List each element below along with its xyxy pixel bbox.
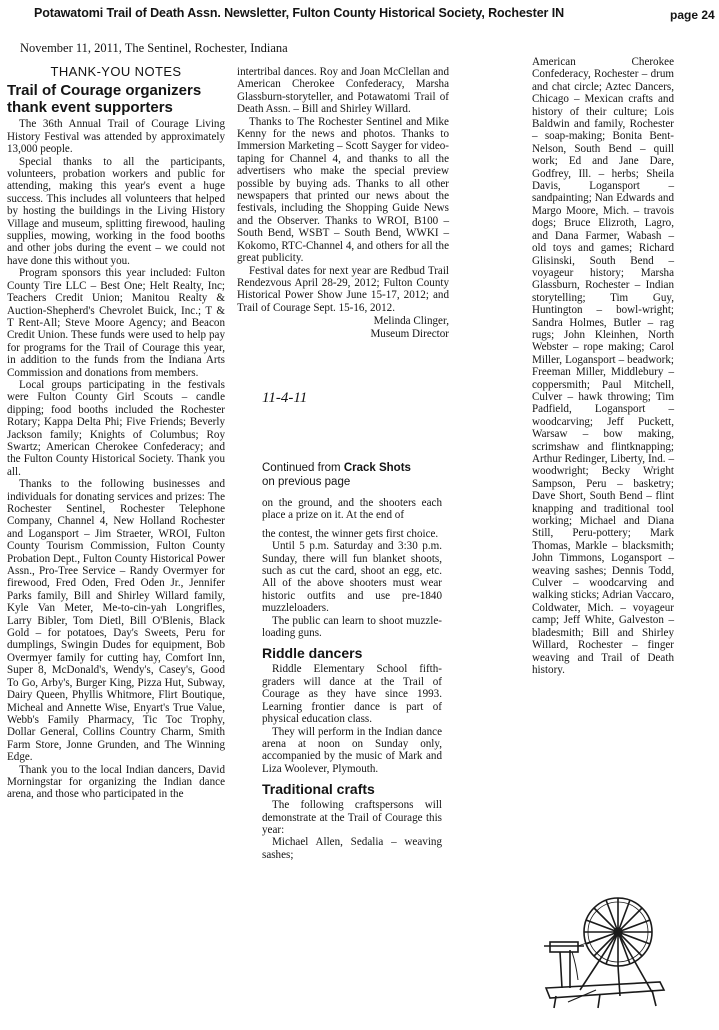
traditional-crafts-heading: Traditional crafts xyxy=(262,781,375,798)
continued-source: Crack Shots xyxy=(343,462,411,474)
crafts-list: American Cherokee Confederacy, Rochester – drum and chat circle; Aztec Dancers, Chicago – Mexican crafts and history of their culture; Lois Baldwin and family, Rochester – soap-making; Bonita Bent-Nelson, South Bend – quill work; Ed and Jane Dare, Godfrey, Ill. – herbs; Sheila Davis, Logansport – sandpainting; Nan Edwards and Margo Moore, Mich. – travois dogs; Bruce Elizroth, Lagro, and Dana Farmer, Wabash – old toys and games; Richard Glisinski, South Bend – voyageur history; Marsha Glassburn, Rochester – Indian storytelling; Tim Guy, Huntington – bowl-wright; Sandra Holmes, Butler – rag rugs; John Kleinhen, North Webster – rope making; Carol Miller, Logansport – beadwork; Freeman Miller, Middlebury – coppersmith; Paul Mitchell, Culver – hawk throwing; Tim Padfield, Logansport – woodcarving; Jeff Puckett, Warsaw – bow making, scrimshaw and flintknapping; Arthur Redinger, Liberty, Ind. – woodwright; Becky Wright Sampson, Peru – basketry; Dave Short, South Bend – flint knapping and traditional tool working; Michael and Diana Still, Peru-pottery; Mark Thomas, Markle – blacksmith; John Timmons, Logansport – weaving sashes; Dennis Todd, Culver – woodcarving and walking sticks; Adrian Vaccaro, Coldwater, Mich. – voyageur camp; Jeff White, Galveston – bladesmith; Bill and Shirley Willard, Rochester – finger weaving and Trail of Death history. xyxy=(532,56,674,676)
article-paragraph: Local groups participating in the festivals were Fulton County Girl Scouts – candle dipping; food booths included the Rochester Rotary; Kappa Delta Phi; Five Friends; Beverly Jackson family; Knights of Columbus; Roy Swartz; American Cherokee Confederacy; and the Fulton County Historical Society. Thank you all. xyxy=(7,378,225,478)
continued-prefix: Continued from xyxy=(262,462,341,474)
crafts-paragraph: The following craftspersons will demonstrate at the Trail of Courage this year: xyxy=(262,799,442,836)
article-paragraph: Thank you to the local Indian dancers, David Morningstar for organizing the Indian dance arena, and those who participated in the xyxy=(7,763,225,801)
signer-title: Museum Director xyxy=(370,327,449,340)
article-paragraph: Thanks to The Rochester Sentinel and Mike Kenny for the news and photos. Thanks to Immersion Marketing – Scott Sayger for video-taping for Channel 4, and thanks to all the advertisers who make the special preview possible by buying ads. Thanks to all other newspapers that printed our news about the festivals, including the Shopping Guide News and the Observer. Thanks to WROI, B100 – South Bend, WSBT – South Bend, WWKI – Kokomo, RTC-Channel 4, and others for all the great publicity. xyxy=(237,115,449,265)
article-paragraph: The 36th Annual Trail of Courage Living History Festival was attended by approximately 13,000 people. xyxy=(7,118,225,156)
article-column-2 xyxy=(237,66,449,340)
page-number: page 24 xyxy=(670,8,715,22)
crafts-paragraph: Michael Allen, Sedalia – weaving sashes; xyxy=(262,836,442,861)
handwritten-date: 11-4-11 xyxy=(262,390,308,406)
dateline: November 11, 2011, The Sentinel, Rochester, Indiana xyxy=(20,41,288,55)
newsletter-title: Potawatomi Trail of Death Assn. Newsletter, Fulton County Historical Society, Rochester IN xyxy=(34,6,564,20)
riddle-dancers-heading: Riddle dancers xyxy=(262,645,363,662)
section-title: THANK-YOU NOTES xyxy=(50,64,182,79)
continued-note xyxy=(262,461,442,489)
article-paragraph: Program sponsors this year included: Fulton County Tire LLC – Best One; Helt Realty, Inc; Teachers Credit Union; Manitou Realty & Auction-Shepherd's Chevrolet Buick, Inc.; T & T Rent-All; Steve Moore Agency; and Beacon Credit Union. These funds were used to help pay for programs for the Trail of Courage this year, in addition to the funds from the Indiana Arts Commission and donations from members. xyxy=(7,267,225,379)
crackshots-paragraph: The public can learn to shoot muzzle-loading guns. xyxy=(262,614,442,640)
page-header xyxy=(0,6,719,22)
article-paragraph: Festival dates for next year are Redbud Trail Rendezvous April 28-29, 2012; Fulton County Historical Power Show June 15-17, 2012; and Trail of Courage Sept. 15-16, 2012. xyxy=(237,264,449,314)
crackshots-paragraph: Until 5 p.m. Saturday and 3:30 p.m. Sunday, there will fun blanket shoots, such as cut the card, shoot an egg, etc. All of the above shooters must wear historic outfits and use pre-1840 muzzleloaders. xyxy=(262,540,442,615)
crack-shots-continuation xyxy=(262,461,442,861)
crackshots-paragraph: on the ground, and the shooters each place a prize on it. At the end of xyxy=(262,497,442,522)
continued-suffix: on previous page xyxy=(262,476,351,488)
article-column-1 xyxy=(7,66,225,801)
spinning-wheel-illustration xyxy=(540,880,670,1010)
riddle-paragraph: Riddle Elementary School fifth-graders will dance at the Trail of Courage as they have since 1993. Learning frontier dance is part of physical education class. xyxy=(262,663,442,726)
signer-name: Melinda Clinger, xyxy=(373,315,449,328)
article-paragraph: Thanks to the following businesses and individuals for donating services and prizes: The Rochester Sentinel, Rochester Telephone Company, Channel 4, New Holland Rochester and Logansport – Jim Straeter, WROI, Fulton County Tourism Commission, Fulton County Probation Dept., Fulton County Historical Power Assn., Pro-Tree Service – Randy Overmyer for firewood, Fred Oden, Fred Oden Jr., Jennifer Parks family, Bill and Shirley Willard family, Kyle Van Meter, Me-to-cin-yah Longrifles, Larry Bibler, Tom Dietl, Bill O'Blenis, Black Gold – for potatoes, Day's Sweets, Peru for dumplings, Swingin Dudes for equipment, Bob Overmyer family for cutting hay, Comfort Inn, Super 8, McDonald's, Wendy's, Casey's, Good To Go, Arby's, Burger King, Pizza Hut, Subway, Dairy Queen, Phyllis Whitmore, Flirt Boutique, Micheal and Annette Wise, Enyart's True Value, Webb's Family Pharmacy, Tic Toc Trophy, Dollar General, Collins Country Charm, Smith Farm Store, Jonne Grunden, and The Winning Edge. xyxy=(7,478,225,764)
crafts-list-column xyxy=(532,56,674,676)
article-paragraph: Special thanks to all the participants, volunteers, probation workers and public for attending, making this year's event a huge success. This includes all volunteers that helped by hosting the buildings in the Living History Village and museum, splitting firewood, hauling supplies, mowing, working in the food booths and other jobs during the event – we could not have done this without you. xyxy=(7,155,225,267)
riddle-paragraph: They will perform in the Indian dance arena at noon on Sunday only, accompanied by the music of Mark and Liza Woolever, Plymouth. xyxy=(262,725,442,775)
crackshots-paragraph: the contest, the winner gets first choice. xyxy=(262,527,439,540)
article-paragraph: intertribal dances. Roy and Joan McClellan and American Cherokee Confederacy, Marsha Glassburn-storyteller, and Potawatomi Trail of Death Assn. – Bill and Shirley Willard. xyxy=(237,66,449,116)
headline: Trail of Courage organizers thank event supporters xyxy=(7,82,202,117)
